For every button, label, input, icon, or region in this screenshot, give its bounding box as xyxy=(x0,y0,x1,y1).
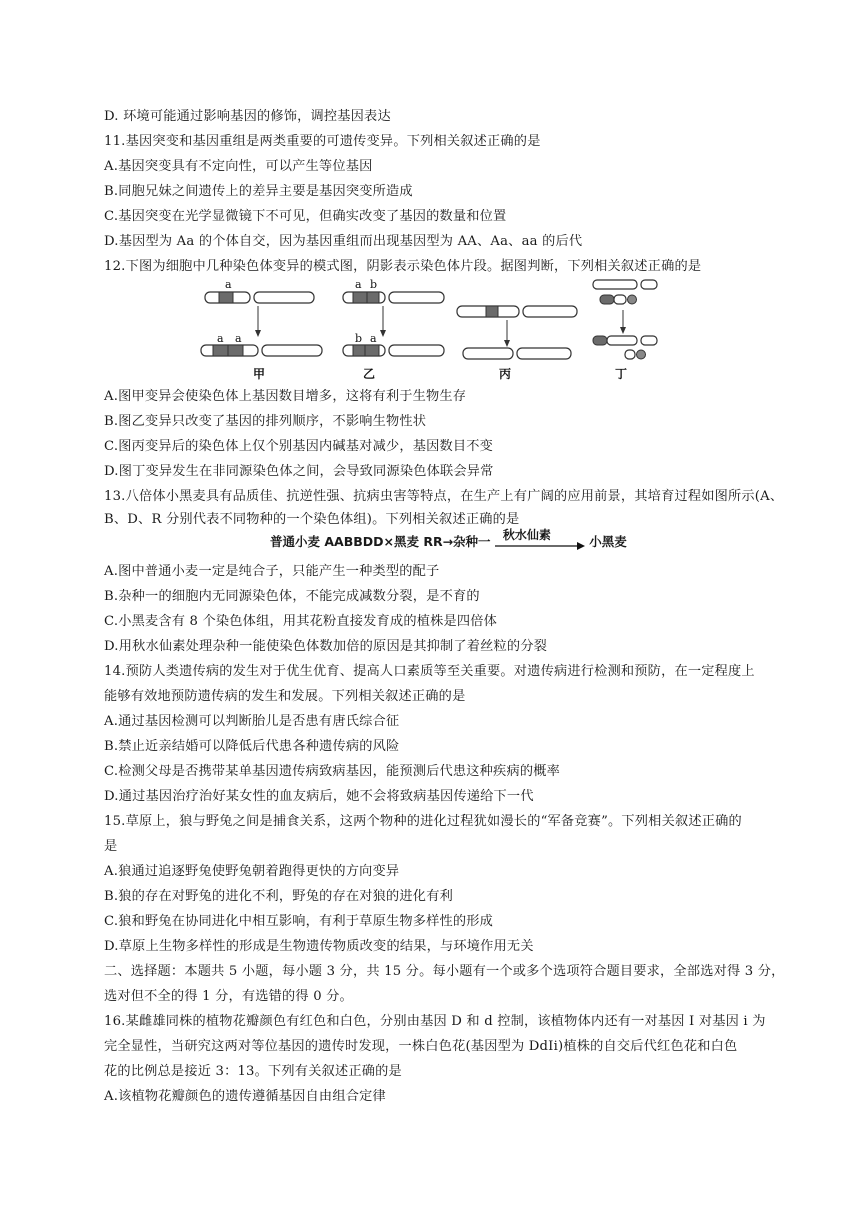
question-11: 11.基因突变和基因重组是两类重要的可遗传变异。下列相关叙述正确的是 xyxy=(104,134,541,149)
q11-option-d: D.基因型为 Aa 的个体自交，因为基因重组而出现基因型为 AA、Aa、aa 的后代 xyxy=(104,234,583,249)
q13-option-c: C.小黑麦含有 8 个染色体组，用其花粉直接发育成的植株是四倍体 xyxy=(104,614,498,629)
question-14-cont: 能够有效地预防遗传病的发生和发展。下列相关叙述正确的是 xyxy=(104,689,466,704)
label-yi: 乙 xyxy=(363,367,376,381)
chromosome-variation-figure xyxy=(195,276,665,386)
question-15: 15.草原上，狼与野兔之间是捕食关系，这两个物种的进化过程犹如漫长的“军备竞赛”。下列相关叙述正确的 xyxy=(104,814,742,829)
label-ding: 丁 xyxy=(615,367,628,381)
breeding-left: 普通小麦 AABBDD×黑麦 RR→杂种一 xyxy=(270,534,491,549)
q14-option-d: D.通过基因治疗治好某女性的血友病后，她不会将致病基因传递给下一代 xyxy=(104,789,534,804)
question-15-cont: 是 xyxy=(104,839,118,854)
q11-option-a: A.基因突变具有不定向性，可以产生等位基因 xyxy=(104,159,373,174)
label-bing: 丙 xyxy=(499,367,512,381)
question-13-cont: B、D、R 分别代表不同物种的一个染色体组)。下列相关叙述正确的是 xyxy=(104,512,520,527)
q13-option-a: A.图中普通小麦一定是纯合子，只能产生一种类型的配子 xyxy=(104,564,440,579)
figure-jia xyxy=(201,278,322,381)
breeding-right: 小黑麦 xyxy=(589,534,627,549)
q10-option-d: D. 环境可能通过影响基因的修饰，调控基因表达 xyxy=(104,109,391,124)
question-16-cont2: 花的比例总是接近 3：13。下列有关叙述正确的是 xyxy=(104,1064,402,1079)
q16-option-a: A.该植物花瓣颜色的遗传遵循基因自由组合定律 xyxy=(104,1089,386,1104)
q15-option-b: B.狼的存在对野兔的进化不利，野兔的存在对狼的进化有利 xyxy=(104,889,453,904)
gene-label-a2: a xyxy=(217,332,224,345)
breeding-process-diagram xyxy=(270,527,627,550)
section-2-heading-cont: 选对但不全的得 1 分，有选错的得 0 分。 xyxy=(104,989,353,1004)
gene-label-a: a xyxy=(225,278,232,291)
q15-option-a: A.狼通过追逐野兔使野兔朝着跑得更快的方向变异 xyxy=(104,864,400,879)
q11-option-b: B.同胞兄妹之间遗传上的差异主要是基因突变所造成 xyxy=(104,184,413,199)
gene-label-a4: a xyxy=(355,278,362,291)
q14-option-b: B.禁止近亲结婚可以降低后代患各种遗传病的风险 xyxy=(104,739,400,754)
q12-option-c: C.图丙变异后的染色体上仅个别基因内碱基对减少，基因数目不变 xyxy=(104,439,494,454)
q12-option-d: D.图丁变异发生在非同源染色体之间，会导致同源染色体联会异常 xyxy=(104,464,494,479)
q15-option-d: D.草原上生物多样性的形成是生物遗传物质改变的结果，与环境作用无关 xyxy=(104,939,534,954)
gene-label-a5: a xyxy=(370,332,377,345)
figure-bing xyxy=(457,306,577,381)
figure-yi xyxy=(343,278,444,381)
question-12: 12.下图为细胞中几种染色体变异的模式图，阴影表示染色体片段。据图判断，下列相关叙述正确的是 xyxy=(104,259,702,274)
question-13: 13.八倍体小黑麦具有品质佳、抗逆性强、抗病虫害等特点，在生产上有广阔的应用前景，其培育过程如图所示(A、 xyxy=(104,489,784,504)
label-jia: 甲 xyxy=(253,367,266,381)
figure-ding xyxy=(593,280,657,381)
q12-option-b: B.图乙变异只改变了基因的排列顺序，不影响生物性状 xyxy=(104,414,427,429)
gene-label-a3: a xyxy=(235,332,242,345)
q11-option-c: C.基因突变在光学显微镜下不可见，但确实改变了基因的数量和位置 xyxy=(104,209,507,224)
q12-option-a: A.图甲变异会使染色体上基因数目增多，这将有利于生物生存 xyxy=(104,389,467,404)
q13-option-d: D.用秋水仙素处理杂种一能使染色体数加倍的原因是其抑制了着丝粒的分裂 xyxy=(104,639,548,654)
gene-label-b2: b xyxy=(355,332,363,345)
q13-option-b: B.杂种一的细胞内无同源染色体，不能完成减数分裂，是不育的 xyxy=(104,589,480,604)
gene-label-b: b xyxy=(370,278,378,291)
q15-option-c: C.狼和野兔在协同进化中相互影响，有利于草原生物多样性的形成 xyxy=(104,914,494,929)
q14-option-c: C.检测父母是否携带某单基因遗传病致病基因，能预测后代患这种疾病的概率 xyxy=(104,764,560,779)
question-16-cont1: 完全显性，当研究这两对等位基因的遗传时发现，一株白色花(基因型为 DdIi)植株的自交后代红色花和白色 xyxy=(104,1039,738,1054)
colchicine-label: 秋水仙素 xyxy=(502,527,551,542)
q14-option-a: A.通过基因检测可以判断胎儿是否患有唐氏综合征 xyxy=(104,714,400,729)
section-2-heading: 二、选择题：本题共 5 小题，每小题 3 分，共 15 分。每小题有一个或多个选项符合题目要求，全部选对得 3 分， xyxy=(104,964,785,979)
question-14: 14.预防人类遗传病的发生对于优生优育、提高人口素质等至关重要。对遗传病进行检测和预防，在一定程度上 xyxy=(104,664,755,679)
breeding-arrow xyxy=(495,527,585,550)
question-16: 16.某雌雄同株的植物花瓣颜色有红色和白色，分别由基因 D 和 d 控制，该植物体内还有一对基因 I 对基因 i 为 xyxy=(104,1014,766,1029)
